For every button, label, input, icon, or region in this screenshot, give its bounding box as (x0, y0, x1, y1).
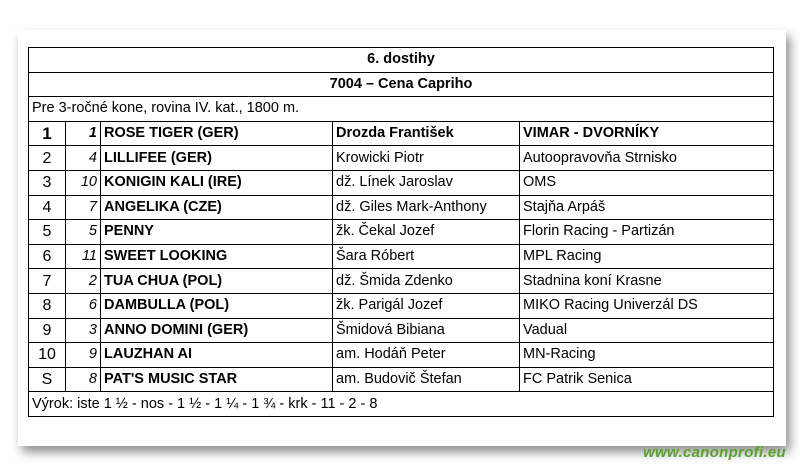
position-cell: 2 (29, 146, 66, 171)
title-row (29, 48, 774, 73)
results-body (29, 48, 774, 417)
jockey-cell: dž. Šmida Zdenko (333, 269, 520, 294)
race-verdict: Výrok: iste 1 ½ - nos - 1 ½ - 1 ¼ - 1 ¾ - krk - 11 - 2 - 8 (29, 392, 774, 417)
result-row (29, 146, 774, 171)
subtitle-row (29, 72, 774, 97)
jockey-cell: am. Hodáň Peter (333, 343, 520, 368)
jockey-cell: Šmidová Bibiana (333, 318, 520, 343)
result-row (29, 220, 774, 245)
result-row (29, 170, 774, 195)
start-number-cell: 8 (66, 367, 101, 392)
owner-cell: Stadnina koní Krasne (520, 269, 774, 294)
owner-cell: Autoopravovňa Strnisko (520, 146, 774, 171)
race-subtitle: 7004 – Cena Capriho (29, 72, 774, 97)
start-number-cell: 5 (66, 220, 101, 245)
horse-cell: ROSE TIGER (GER) (101, 121, 333, 146)
position-cell: 3 (29, 170, 66, 195)
position-cell: 10 (29, 343, 66, 368)
result-row (29, 269, 774, 294)
jockey-cell: žk. Parigál Jozef (333, 293, 520, 318)
owner-cell: Florin Racing - Partizán (520, 220, 774, 245)
result-row (29, 318, 774, 343)
horse-cell: LAUZHAN AI (101, 343, 333, 368)
start-number-cell: 10 (66, 170, 101, 195)
start-number-cell: 7 (66, 195, 101, 220)
owner-cell: VIMAR - DVORNÍKY (520, 121, 774, 146)
watermark-link[interactable]: www.canonprofi.eu (643, 444, 786, 461)
result-row (29, 195, 774, 220)
start-number-cell: 3 (66, 318, 101, 343)
start-number-cell: 9 (66, 343, 101, 368)
horse-cell: DAMBULLA (POL) (101, 293, 333, 318)
horse-cell: LILLIFEE (GER) (101, 146, 333, 171)
start-number-cell: 6 (66, 293, 101, 318)
horse-cell: KONIGIN KALI (IRE) (101, 170, 333, 195)
race-results-table (28, 47, 774, 417)
jockey-cell: Drozda František (333, 121, 520, 146)
jockey-cell: žk. Čekal Jozef (333, 220, 520, 245)
position-cell: 8 (29, 293, 66, 318)
horse-cell: ANGELIKA (CZE) (101, 195, 333, 220)
jockey-cell: dž. Línek Jaroslav (333, 170, 520, 195)
start-number-cell: 4 (66, 146, 101, 171)
jockey-cell: Krowicki Piotr (333, 146, 520, 171)
horse-cell: PAT'S MUSIC STAR (101, 367, 333, 392)
result-row (29, 343, 774, 368)
start-number-cell: 2 (66, 269, 101, 294)
position-cell: 6 (29, 244, 66, 269)
jockey-cell: am. Budovič Štefan (333, 367, 520, 392)
owner-cell: MIKO Racing Univerzál DS (520, 293, 774, 318)
horse-cell: SWEET LOOKING (101, 244, 333, 269)
conditions-row (29, 97, 774, 122)
race-title: 6. dostihy (29, 48, 774, 73)
owner-cell: OMS (520, 170, 774, 195)
race-conditions: Pre 3-ročné kone, rovina IV. kat., 1800 m. (29, 97, 774, 122)
result-row (29, 293, 774, 318)
jockey-cell: dž. Giles Mark-Anthony (333, 195, 520, 220)
footer-row (29, 392, 774, 417)
position-cell: S (29, 367, 66, 392)
owner-cell: FC Patrik Senica (520, 367, 774, 392)
horse-cell: ANNO DOMINI (GER) (101, 318, 333, 343)
owner-cell: MPL Racing (520, 244, 774, 269)
start-number-cell: 11 (66, 244, 101, 269)
position-cell: 4 (29, 195, 66, 220)
owner-cell: Stajňa Arpáš (520, 195, 774, 220)
owner-cell: Vadual (520, 318, 774, 343)
horse-cell: PENNY (101, 220, 333, 245)
position-cell: 7 (29, 269, 66, 294)
result-row (29, 367, 774, 392)
start-number-cell: 1 (66, 121, 101, 146)
position-cell: 5 (29, 220, 66, 245)
jockey-cell: Šara Róbert (333, 244, 520, 269)
position-cell: 9 (29, 318, 66, 343)
horse-cell: TUA CHUA (POL) (101, 269, 333, 294)
result-row (29, 121, 774, 146)
result-row (29, 244, 774, 269)
owner-cell: MN-Racing (520, 343, 774, 368)
position-cell: 1 (29, 121, 66, 146)
